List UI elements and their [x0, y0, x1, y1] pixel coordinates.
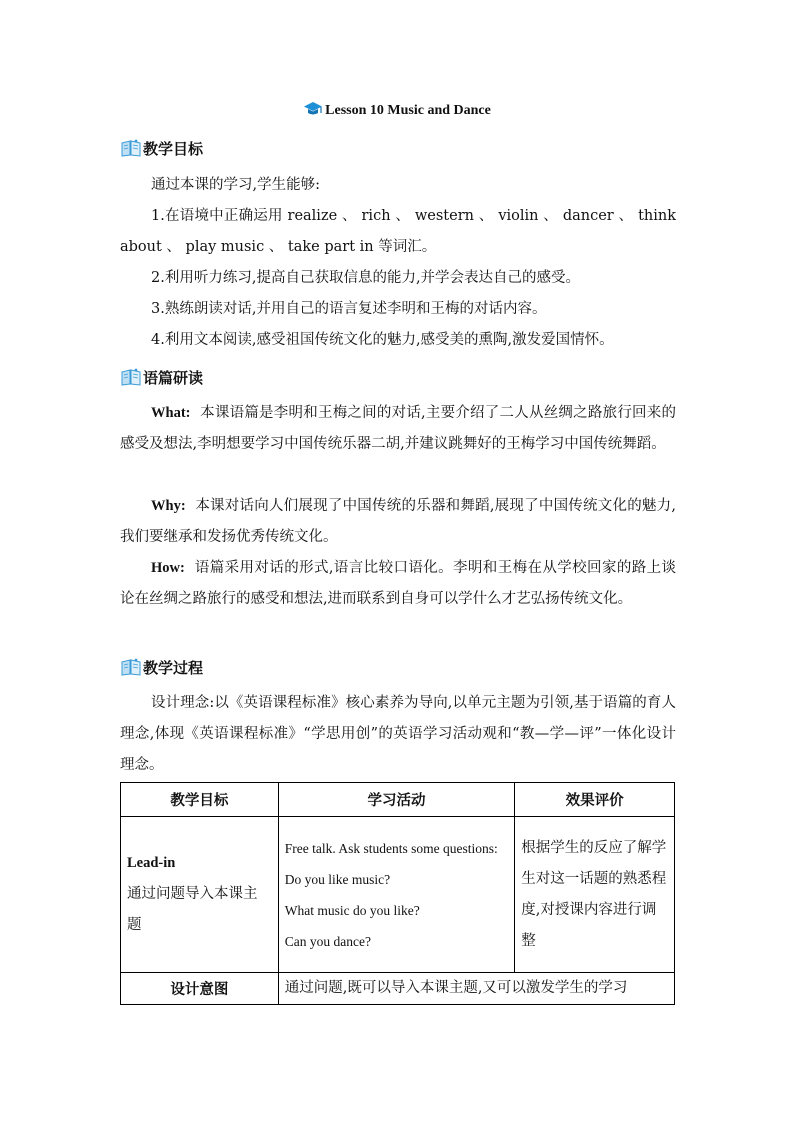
goal-title: Lead-in	[127, 855, 176, 871]
section-title: 语篇研读	[143, 368, 204, 387]
table-header: 学习活动	[278, 783, 515, 817]
how-text: 语篇采用对话的形式,语言比较口语化。李明和王梅在从学校回家的路上谈论在丝绸之路旅行的感受和想法,进而联系到自身可以学什么才艺弘扬传统文化。	[120, 560, 677, 607]
analysis-how	[120, 553, 676, 615]
evaluation-cell: 根据学生的反应了解学生对这一话题的熟悉程度,对授课内容进行调整	[515, 817, 675, 973]
table-row	[121, 973, 675, 1005]
book-icon	[120, 657, 142, 677]
activity-line: Do you like music?	[284, 871, 391, 887]
table-header: 效果评价	[515, 783, 675, 817]
book-icon	[120, 367, 142, 387]
analysis-what	[120, 398, 676, 460]
what-label: What:	[151, 405, 191, 421]
lesson-plan-table	[120, 782, 675, 1005]
design-intent-label: 设计意图	[121, 973, 279, 1005]
goal-cell	[121, 817, 279, 973]
activity-line: What music do you like?	[284, 902, 420, 918]
graduation-cap-icon	[303, 101, 323, 122]
objective-item-4: 4.利用文本阅读,感受祖国传统文化的魅力,感受美的熏陶,激发爱国情怀。	[151, 332, 614, 348]
what-text: 本课语篇是李明和王梅之间的对话,主要介绍了二人从丝绸之路旅行回来的感受及想法,李明想要学习中国传统乐器二胡,并建议跳舞好的王梅学习中国传统舞蹈。	[120, 405, 676, 452]
section-title: 教学过程	[143, 658, 204, 677]
table-row	[121, 817, 675, 973]
design-intent-text: 通过问题,既可以导入本课主题,又可以激发学生的学习	[278, 973, 674, 1005]
activity-cell	[278, 817, 515, 973]
section-heading-process	[120, 656, 203, 678]
lesson-title: Lesson 10 Music and Dance	[325, 103, 491, 118]
design-concept: 设计理念:以《英语课程标准》核心素养为导向,以单元主题为引领,基于语篇的育人理念,体现《英语课程标准》“学思用创”的英语学习活动观和“教—学—评”一体化设计理念。	[120, 695, 676, 773]
how-label: How:	[151, 560, 185, 576]
objective-item-2: 2.利用听力练习,提高自己获取信息的能力,并学会表达自己的感受。	[151, 270, 581, 286]
objective-item-1: 1.在语境中正确运用 realize 、 rich 、 western 、 violin 、 dancer 、 think about 、 play music 、 take part in 等词汇。	[120, 208, 676, 255]
section-heading-objectives	[120, 137, 203, 159]
table-header-row	[121, 783, 675, 817]
analysis-why	[120, 491, 676, 553]
book-icon	[120, 138, 142, 158]
objectives-intro: 通过本课的学习,学生能够:	[151, 177, 320, 193]
why-text: 本课对话向人们展现了中国传统的乐器和舞蹈,展现了中国传统文化的魅力,我们要继承和发扬优秀传统文化。	[120, 498, 676, 545]
activity-line: Can you dance?	[284, 933, 371, 949]
objective-item-3: 3.熟练朗读对话,并用自己的语言复述李明和王梅的对话内容。	[151, 301, 547, 317]
activity-line: Free talk. Ask students some questions:	[284, 840, 498, 856]
goal-text: 通过问题导入本课主题	[127, 886, 258, 933]
section-title: 教学目标	[143, 139, 204, 158]
table-header: 教学目标	[121, 783, 279, 817]
page-title	[0, 101, 794, 122]
section-heading-analysis	[120, 366, 203, 388]
why-label: Why:	[151, 498, 186, 514]
